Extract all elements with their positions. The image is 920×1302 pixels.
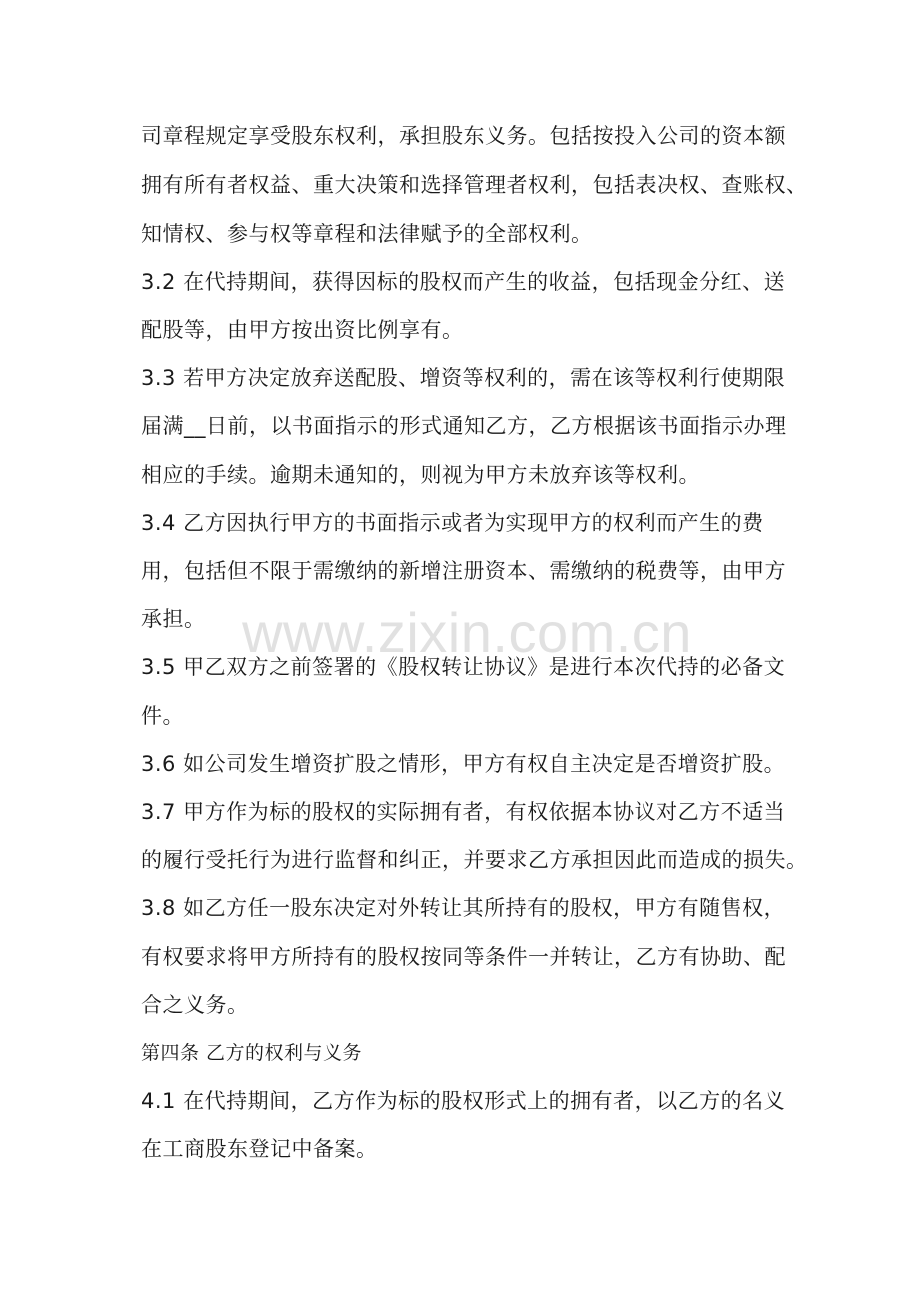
text-line: 3.2 在代持期间，获得因标的股权而产生的收益，包括现金分红、送 <box>141 270 786 294</box>
text-line: 3.8 如乙方任一股东决定对外转让其所持有的股权，甲方有随售权， <box>141 896 786 920</box>
text-line: 的履行受托行为进行监督和纠正，并要求乙方承担因此而造成的损失。 <box>141 848 808 872</box>
text-line: 承担。 <box>141 607 206 631</box>
text-line: 3.4 乙方因执行甲方的书面指示或者为实现甲方的权利而产生的费 <box>141 511 764 535</box>
text-line: 有权要求将甲方所持有的股权按同等条件一并转让，乙方有协助、配 <box>141 945 786 969</box>
text-line: 配股等，由甲方按出资比例享有。 <box>141 318 464 342</box>
text-line: 3.3 若甲方决定放弃送配股、增资等权利的，需在该等权利行使期限 <box>141 366 786 390</box>
text-line: 件。 <box>141 704 184 728</box>
text-line: 3.7 甲方作为标的股权的实际拥有者，有权依据本协议对乙方不适当 <box>141 800 786 824</box>
text-line: 届满__日前，以书面指示的形式通知乙方，乙方根据该书面指示办理 <box>141 414 787 438</box>
text-line: 3.5 甲乙双方之前签署的《股权转让协议》是进行本次代持的必备文 <box>141 655 786 679</box>
text-line: 知情权、参与权等章程和法律赋予的全部权利。 <box>141 222 593 246</box>
text-line: 在工商股东登记中备案。 <box>141 1137 378 1161</box>
text-line: 司章程规定享受股东权利，承担股东义务。包括按投入公司的资本额 <box>141 124 786 148</box>
text-line: 3.6 如公司发生增资扩股之情形，甲方有权自主决定是否增资扩股。 <box>141 752 786 776</box>
text-line: 相应的手续。逾期未通知的，则视为甲方未放弃该等权利。 <box>141 463 700 487</box>
watermark: www.zixin.com.cn <box>242 601 692 664</box>
section-heading: 第四条 乙方的权利与义务 <box>141 1042 363 1064</box>
text-line: 4.1 在代持期间，乙方作为标的股权形式上的拥有者，以乙方的名义 <box>141 1089 786 1113</box>
text-line: 拥有所有者权益、重大决策和选择管理者权利，包括表决权、查账权、 <box>141 173 808 197</box>
text-line: 合之义务。 <box>141 993 249 1017</box>
text-line: 用，包括但不限于需缴纳的新增注册资本、需缴纳的税费等，由甲方 <box>141 559 786 583</box>
